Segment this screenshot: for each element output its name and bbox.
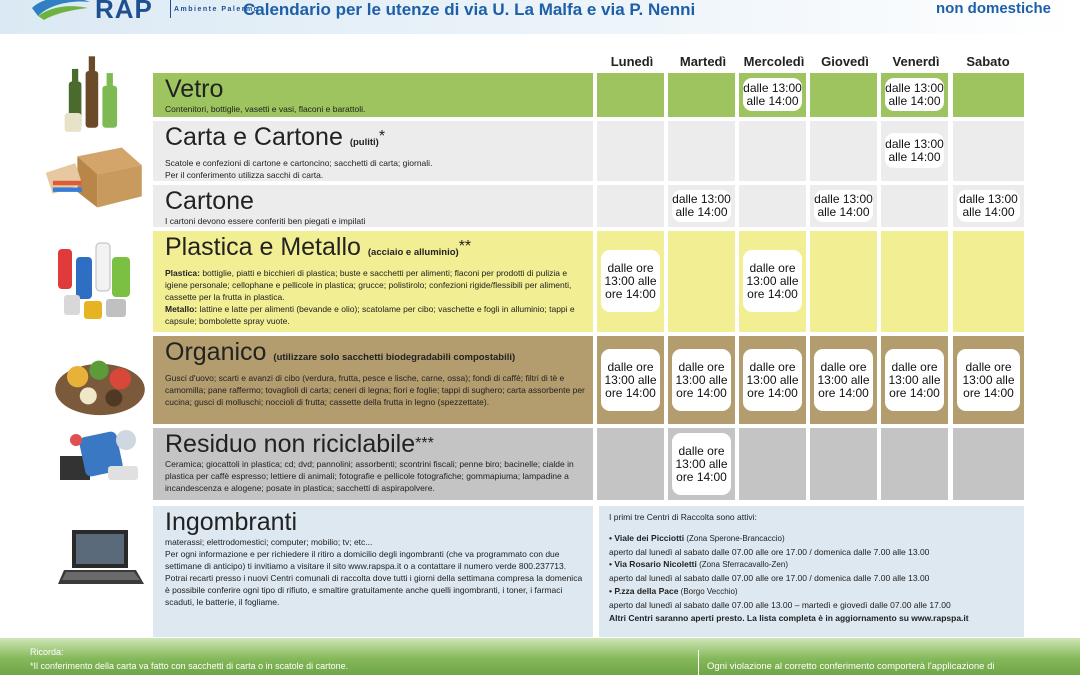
logo-divider: [170, 0, 171, 18]
slot-monday: [597, 231, 664, 332]
page-title: Calendario per le utenze di via U. La Malfa e via P. Nenni: [243, 0, 696, 19]
category-description: Contenitori, bottiglie, vasetti e vasi, flaconi e barattoli.: [165, 104, 366, 114]
category-cartone: [153, 185, 593, 227]
time-pill: dalle 13:00 alle 14:00: [885, 78, 944, 111]
slot-thursday: [810, 73, 877, 117]
slot-monday: [597, 428, 664, 500]
time-pill: dalle ore 13:00 alle ore 14:00: [743, 250, 802, 312]
category-title: Residuo non riciclabile***: [165, 430, 434, 458]
category-organico: [153, 336, 593, 424]
centro-hours: aperto dal lunedì al sabato dalle 07.00 alle 13.00 – martedì e giovedì dalle 07.00 alle 17.00: [609, 599, 951, 610]
row-plastica: [153, 231, 1024, 332]
centri-intro: I primi tre Centri di Raccolta sono attivi:: [609, 512, 757, 522]
centri-raccolta-panel: [599, 506, 1024, 637]
category-title: Ingombranti: [165, 508, 298, 536]
slot-monday: [597, 121, 664, 181]
slot-friday: [881, 231, 948, 332]
category-carta: [153, 121, 593, 181]
slot-tuesday: [668, 231, 735, 332]
category-title: Plastica e Metallo (acciaio e alluminio)**: [165, 233, 472, 261]
slot-wednesday: [739, 73, 806, 117]
day-header-tuesday: Martedì: [679, 54, 727, 69]
centri-footer: Altri Centri saranno aperti presto. La lista completa è in aggiornamento su www.rapspa.it: [609, 612, 969, 623]
time-pill: dalle ore 13:00 alle ore 14:00: [672, 349, 731, 411]
ingombranti-info: Per ogni informazione e per richiedere il ritiro a domicilio degli ingombranti (che va programmato con due settimane di anticipo) ti invitiamo a visitare il sito www.rapspa.it o a contattare il numero verde 800.237713.: [165, 549, 567, 571]
category-description: I cartoni devono essere conferiti ben piegati e impilati: [165, 216, 366, 226]
slot-saturday: [953, 231, 1024, 332]
category-title: Carta e Cartone (puliti)*: [165, 123, 386, 151]
time-pill: dalle 13:00 alle 14:00: [672, 190, 731, 222]
category-description: materassi; elettrodomestici; computer; mobilio; tv; etc...: [165, 537, 373, 547]
category-note: Per il conferimento utilizza sacchi di carta.: [165, 170, 324, 180]
time-pill: dalle 13:00 alle 14:00: [743, 78, 802, 111]
cardboard-boxes-icon: [44, 134, 144, 212]
time-pill: dalle 13:00 alle 14:00: [814, 190, 873, 222]
slot-friday: [881, 73, 948, 117]
category-description: Ceramica; giocattoli in plastica; cd; dvd; pannolini; assorbenti; scontrini fiscali; penne biro; bacinelle; cialde in plastica per caffè espresso; lettiere di animali; fotografie e pellicole fotografiche; gommapiuma; lampadine a incandescenza e alogene; posate in plastica; sacchetti di aspirapolvere.: [165, 459, 574, 493]
slot-friday: [881, 121, 948, 181]
violation-note: Ogni violazione al corretto conferimento comporterà l'applicazione di: [707, 661, 995, 672]
row-residuo: [153, 428, 1024, 500]
footer-divider: [698, 650, 699, 675]
slot-tuesday: [668, 185, 735, 227]
category-description-plastica: Plastica: bottiglie, piatti e bicchieri di plastica; buste e sacchetti per alimenti; flaconi per prodotti di pulizia e igiene personale; cellophane e pellicole in plastica; grucce; polistirolo; confezioni rigide/flessibili per alimenti, cassette per la frutta in plastica.: [165, 268, 572, 302]
row-vetro: [153, 73, 1024, 117]
header: [0, 0, 1080, 34]
slot-monday: [597, 336, 664, 424]
slot-friday: [881, 185, 948, 227]
centro-item: • Viale dei Picciotti (Zona Sperone-Brancaccio): [609, 532, 785, 543]
slot-friday: [881, 428, 948, 500]
slot-thursday: [810, 231, 877, 332]
laptop-icon: [56, 524, 146, 594]
slot-wednesday: [739, 231, 806, 332]
time-pill: dalle ore 13:00 alle ore 14:00: [743, 349, 802, 411]
logo-subtitle: Ambiente Palermo: [174, 6, 260, 13]
day-header-thursday: Giovedì: [821, 54, 869, 69]
category-residuo: [153, 428, 593, 500]
time-pill: dalle ore 13:00 alle ore 14:00: [672, 433, 731, 495]
reminder-label: Ricorda:: [30, 647, 64, 657]
day-header-saturday: Sabato: [966, 54, 1010, 69]
time-pill: dalle ore 13:00 alle ore 14:00: [957, 349, 1020, 411]
slot-thursday: [810, 428, 877, 500]
logo-text: RAP: [95, 0, 153, 24]
category-vetro: [153, 73, 593, 117]
slot-saturday: [953, 428, 1024, 500]
slot-tuesday: [668, 121, 735, 181]
centri-info: Potrai recarti presso i nuovi Centri comunali di raccolta dove tutti i giorni della settimana compresa la domenica è possibile conferire ogni tipo di rifiuto, e smaltire gratuitamente anche quelli ingombranti, i toner, i farmaci scaduti, le batterie, il fogliame.: [165, 573, 583, 607]
slot-wednesday: [739, 428, 806, 500]
mixed-waste-icon: [54, 422, 148, 492]
centro-hours: aperto dal lunedì al sabato dalle 07.00 alle ore 17.00 / domenica dalle 7.00 alle 13.00: [609, 573, 930, 584]
user-type-label: non domestiche: [936, 0, 1052, 17]
food-waste-icon: [52, 344, 148, 420]
time-pill: dalle 13:00 alle 14:00: [957, 190, 1020, 222]
slot-saturday: [953, 73, 1024, 117]
slot-wednesday: [739, 121, 806, 181]
row-organico: [153, 336, 1024, 424]
time-pill: dalle ore 13:00 alle ore 14:00: [814, 349, 873, 411]
centro-item: • Via Rosario Nicoletti (Zona Sferracavallo-Zen): [609, 559, 788, 570]
slot-wednesday: [739, 185, 806, 227]
slot-saturday: [953, 336, 1024, 424]
category-title: Vetro: [165, 75, 224, 103]
day-header-wednesday: Mercoledì: [743, 54, 805, 69]
time-pill: dalle ore 13:00 alle ore 14:00: [885, 349, 944, 411]
slot-wednesday: [739, 336, 806, 424]
centro-item: • P.zza della Pace (Borgo Vecchio): [609, 585, 738, 596]
row-carta: [153, 121, 1024, 181]
day-header-friday: Venerdì: [892, 54, 940, 69]
category-title: Organico (utilizzare solo sacchetti biodegradabili compostabili): [165, 338, 516, 366]
category-description: Gusci d'uovo; scarti e avanzi di cibo (verdura, frutta, pesce e lische, carne, ossa); fondi di caffè; filtri di tè e camomilla; pane raffermo; tovaglioli di carta; ceneri di legna; fiori e foglie; tappi di sughero; carta assorbente per cucina; gusci di molluschi; noccioli di frutta; cassette della frutta in legno (spezzettate).: [165, 373, 585, 407]
slot-thursday: [810, 336, 877, 424]
time-pill: dalle ore 13:00 alle ore 14:00: [601, 349, 660, 411]
category-ingombranti: [153, 506, 593, 637]
slot-monday: [597, 73, 664, 117]
row-cartone: [153, 185, 1024, 227]
time-pill: dalle 13:00 alle 14:00: [885, 133, 944, 168]
bottles-icon: [62, 50, 126, 134]
centro-hours: aperto dal lunedì al sabato dalle 07.00 alle ore 17.00 / domenica dalle 7.00 alle 13.00: [609, 546, 930, 557]
slot-thursday: [810, 121, 877, 181]
category-plastica: [153, 231, 593, 332]
rap-logo-icon: [30, 0, 92, 20]
slot-tuesday: [668, 428, 735, 500]
time-pill: dalle ore 13:00 alle ore 14:00: [601, 250, 660, 312]
slot-tuesday: [668, 336, 735, 424]
slot-saturday: [953, 121, 1024, 181]
slot-thursday: [810, 185, 877, 227]
category-description-metallo: Metallo: lattine e latte per alimenti (bevande e olio); scatolame per cibo; vaschette e fogli in alluminio; tappi e capsule; bombolette spray vuote.: [165, 304, 575, 326]
reminder-note: *Il conferimento della carta va fatto con sacchetti di carta o in scatole di cartone.: [30, 661, 349, 671]
category-description: Scatole e confezioni di cartone e cartoncino; sacchetti di carta; giornali.: [165, 158, 433, 168]
day-header-monday: Lunedì: [610, 54, 654, 69]
row-ingombranti: [153, 506, 1024, 637]
slot-tuesday: [668, 73, 735, 117]
slot-friday: [881, 336, 948, 424]
category-title: Cartone: [165, 187, 254, 215]
slot-monday: [597, 185, 664, 227]
plastic-cans-icon: [52, 232, 142, 332]
slot-saturday: [953, 185, 1024, 227]
